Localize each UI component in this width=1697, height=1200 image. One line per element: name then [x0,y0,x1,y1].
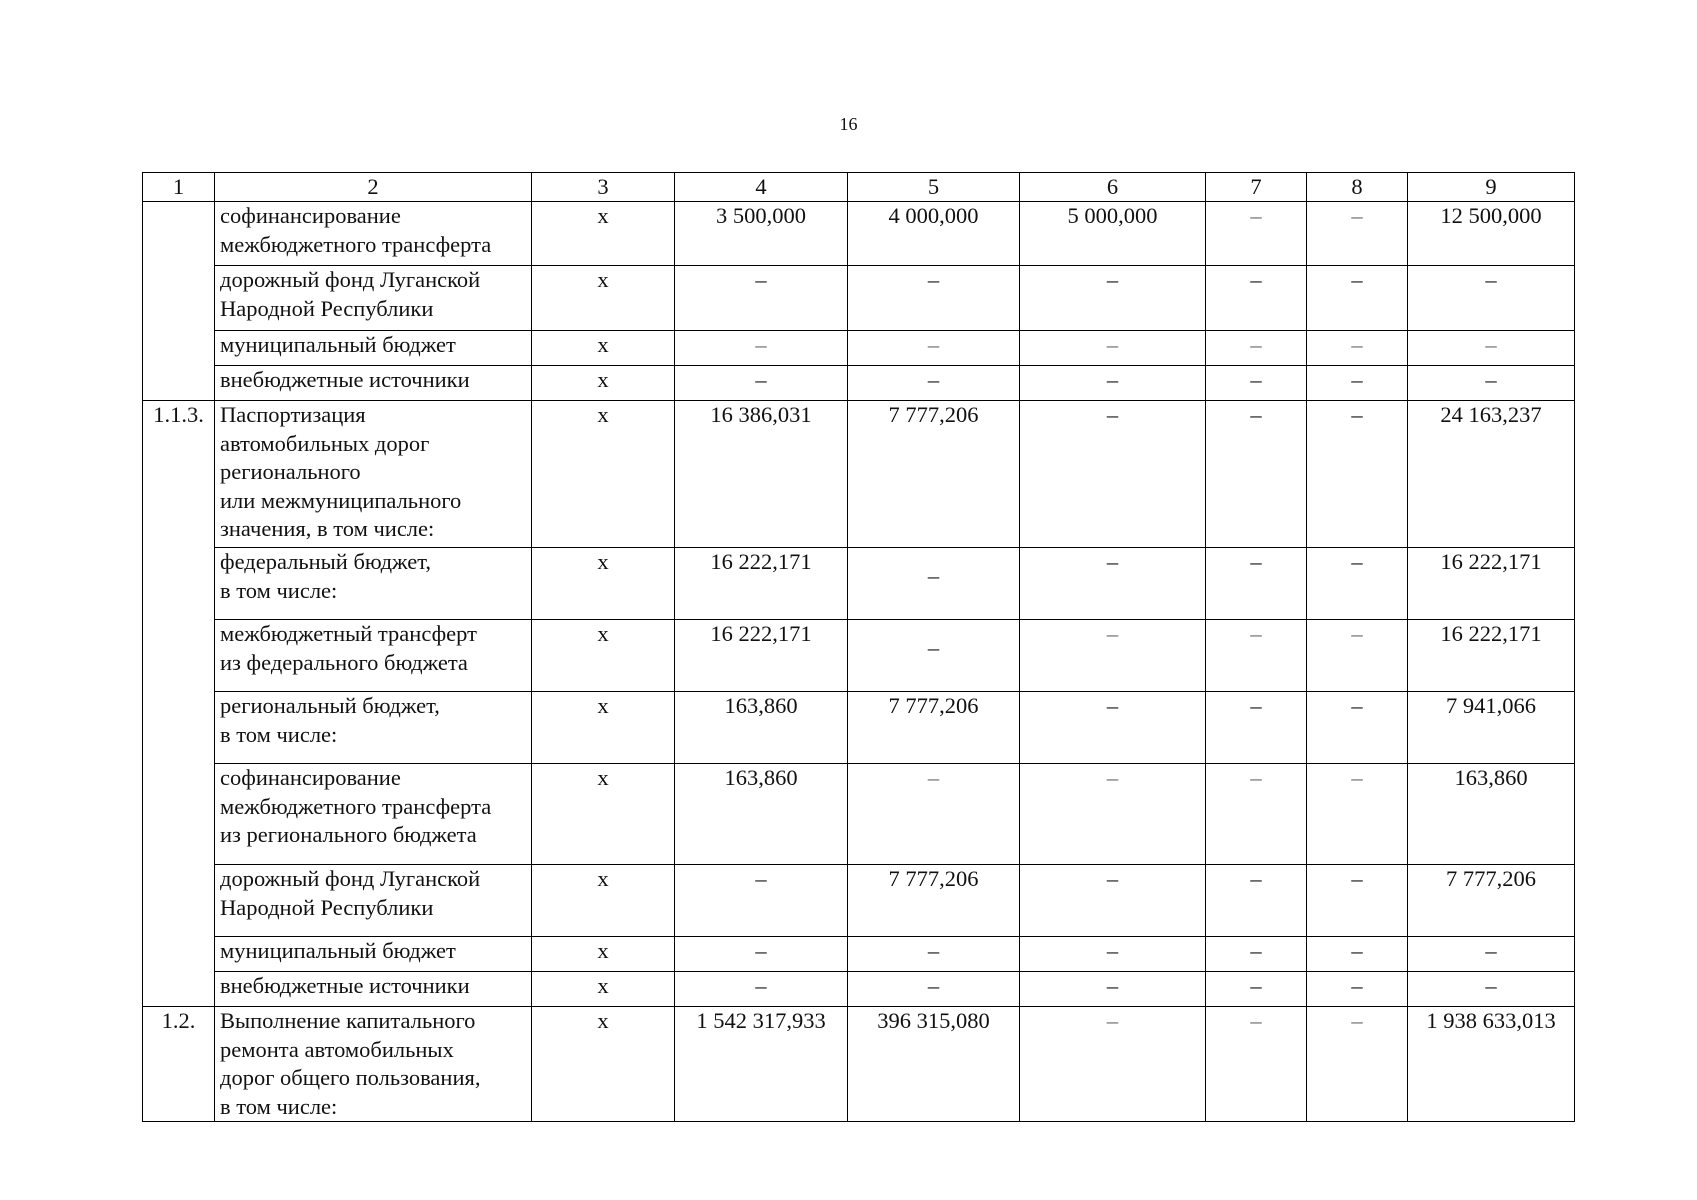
cell-value: – [1485,367,1497,392]
value-cell-col3 [532,692,675,764]
cell-value: 163,860 [724,765,798,790]
cell-value: – [927,635,940,660]
value-cell-col9 [1408,972,1575,1007]
value-cell-col9 [1408,548,1575,620]
value-cell-col5 [848,266,1020,331]
item-name-line: внебюджетные источники [220,973,470,998]
header-cell: 2 [215,173,532,202]
cell-value: – [1351,621,1363,646]
item-name-line: внебюджетные источники [220,367,470,392]
cell-value: – [1250,765,1262,790]
value-cell-col9 [1408,1007,1575,1122]
cell-value: – [755,367,767,392]
cell-value: – [927,563,940,588]
page-number: 16 [839,114,858,134]
value-cell-col3 [532,366,675,401]
value-cell-col5 [848,937,1020,972]
cell-value: – [1351,765,1363,790]
item-name-line: Народной Республики [220,295,434,321]
item-name-line: софинансирование [220,765,401,790]
item-name-line: дорожный фонд Луганской [220,267,481,292]
value-cell-col6 [1020,764,1206,865]
cell-value: – [1106,765,1119,790]
value-cell-col7 [1206,1007,1307,1122]
item-code-cell [143,202,215,401]
item-name-cell [215,620,532,692]
value-cell-col3 [532,266,675,331]
item-code-cell: 1.2. [143,1007,215,1122]
cell-value: – [1106,938,1119,963]
cell-value: – [1250,367,1262,392]
cell-value: – [1106,267,1119,292]
item-name-line: в том числе: [220,1093,338,1119]
value-cell-col9 [1408,764,1575,865]
value-cell-col8 [1307,366,1408,401]
item-name-line: в том числе: [220,721,338,747]
cell-value: 396 315,080 [877,1008,990,1033]
cell-value: – [1106,549,1119,574]
value-cell-col8 [1307,764,1408,865]
item-name-line: региональный бюджет, [220,693,440,718]
cell-value: – [1351,267,1363,292]
item-name-line: дорог общего пользования, [220,1065,481,1090]
cell-value: 1 542 317,933 [696,1008,826,1033]
value-cell-col8 [1307,401,1408,548]
value-cell-col3 [532,972,675,1007]
item-name-line: значения, в том числе: [220,516,435,541]
item-name-line: ремонта автомобильных [220,1036,454,1062]
budget-table [142,172,1575,1122]
value-cell-col8 [1307,331,1408,366]
cell-value: 16 222,171 [1440,621,1542,646]
cell-value: – [1250,1008,1262,1033]
header-cell: 4 [675,173,848,202]
cell-value: – [755,267,767,292]
cell-value: 7 777,206 [888,866,979,891]
value-cell-col8 [1307,865,1408,937]
cell-value: – [1106,866,1119,891]
cell-value: – [927,367,940,392]
cell-value: – [1106,367,1119,392]
value-cell-col3 [532,1007,675,1122]
cell-value: 16 386,031 [710,402,812,427]
value-cell-col7 [1206,266,1307,331]
cell-value: – [1351,549,1363,574]
value-cell-col3 [532,865,675,937]
cell-value: – [1250,402,1262,427]
table-row [143,1007,1575,1122]
item-name-line: муниципальный бюджет [220,332,456,357]
cell-value: – [1485,973,1497,998]
header-cell: 6 [1020,173,1206,202]
cell-value: х [597,973,609,998]
item-name-line: из регионального бюджета [220,822,477,847]
table-row [143,548,1575,620]
value-cell-col5 [848,366,1020,401]
cell-value: – [927,267,940,292]
value-cell-col8 [1307,692,1408,764]
cell-value: – [1106,693,1119,718]
cell-value: 1 938 633,013 [1426,1008,1556,1033]
value-cell-col3 [532,401,675,548]
value-cell-col6 [1020,692,1206,764]
cell-value: х [597,1008,609,1033]
value-cell-col8 [1307,548,1408,620]
cell-value: – [1106,621,1119,646]
cell-value: – [1106,1008,1119,1033]
value-cell-col9 [1408,331,1575,366]
cell-value: 16 222,171 [710,621,812,646]
cell-value: – [1351,332,1363,357]
cell-value: – [927,765,940,790]
value-cell-col6 [1020,865,1206,937]
cell-value: – [755,973,767,998]
cell-value: – [1351,367,1363,392]
value-cell-col3 [532,764,675,865]
value-cell-col4 [675,692,848,764]
cell-value: х [597,693,609,718]
header-cell: 9 [1408,173,1575,202]
cell-value: – [1250,549,1262,574]
value-cell-col5 [848,401,1020,548]
cell-value: – [1106,973,1119,998]
value-cell-col9 [1408,865,1575,937]
value-cell-col5 [848,972,1020,1007]
item-name-cell [215,972,532,1007]
item-name-line: регионального [220,459,361,484]
cell-value: 3 500,000 [716,203,806,228]
cell-value: – [1351,1008,1363,1033]
cell-value: – [1485,267,1497,292]
item-name-cell [215,401,532,548]
value-cell-col5 [848,620,1020,692]
item-code-cell: 1.1.3. [143,401,215,1007]
value-cell-col7 [1206,202,1307,266]
item-name-line: межбюджетного трансферта [220,231,492,257]
cell-value: 12 500,000 [1440,203,1542,228]
cell-value: – [1351,938,1363,963]
cell-value: 7 777,206 [1446,866,1536,891]
value-cell-col5 [848,692,1020,764]
header-cell: 8 [1307,173,1408,202]
item-name-cell [215,266,532,331]
cell-value: х [597,765,609,790]
value-cell-col9 [1408,937,1575,972]
cell-value: х [597,367,609,392]
item-name-cell [215,865,532,937]
value-cell-col4 [675,548,848,620]
value-cell-col6 [1020,401,1206,548]
value-cell-col6 [1020,331,1206,366]
item-name-cell [215,692,532,764]
cell-value: 5 000,000 [1067,203,1158,228]
cell-value: 4 000,000 [888,203,979,228]
value-cell-col4 [675,266,848,331]
value-cell-col5 [848,865,1020,937]
value-cell-col6 [1020,972,1206,1007]
value-cell-col8 [1307,620,1408,692]
cell-value: – [755,866,767,891]
table-row [143,266,1575,331]
cell-value: – [1351,402,1363,427]
header-cell: 1 [143,173,215,202]
value-cell-col4 [675,331,848,366]
value-cell-col7 [1206,972,1307,1007]
cell-value: х [597,402,609,427]
item-name-cell [215,764,532,865]
value-cell-col7 [1206,937,1307,972]
cell-value: 16 222,171 [1440,549,1542,574]
cell-value: х [597,621,609,646]
value-cell-col6 [1020,366,1206,401]
header-cell: 3 [532,173,675,202]
item-name-line: из федерального бюджета [220,649,468,675]
item-name-line: или межмуниципального [220,487,462,513]
value-cell-col7 [1206,865,1307,937]
value-cell-col7 [1206,764,1307,865]
value-cell-col4 [675,620,848,692]
item-name-line: федеральный бюджет, [220,549,432,574]
item-name-line: дорожный фонд Луганской [220,866,481,891]
item-name-cell [215,937,532,972]
cell-value: – [927,938,940,963]
value-cell-col6 [1020,266,1206,331]
cell-value: – [1250,267,1262,292]
cell-value: – [1250,693,1262,718]
cell-value: – [1250,938,1262,963]
cell-value: х [597,866,609,891]
cell-value: – [1106,402,1119,427]
value-cell-col4 [675,972,848,1007]
header-cell: 7 [1206,173,1307,202]
table-row [143,366,1575,401]
value-cell-col9 [1408,266,1575,331]
table-row [143,202,1575,266]
value-cell-col3 [532,548,675,620]
item-name-line: межбюджетный трансферт [220,621,477,646]
value-cell-col4 [675,865,848,937]
value-cell-col4 [675,202,848,266]
cell-value: 24 163,237 [1440,402,1542,427]
value-cell-col4 [675,1007,848,1122]
cell-value: – [1485,332,1497,357]
value-cell-col9 [1408,692,1575,764]
value-cell-col6 [1020,937,1206,972]
value-cell-col4 [675,937,848,972]
cell-value: – [1250,332,1262,357]
value-cell-col3 [532,620,675,692]
cell-value: х [597,267,609,292]
cell-value: х [597,938,609,963]
value-cell-col6 [1020,620,1206,692]
cell-value: х [597,332,609,357]
value-cell-col4 [675,366,848,401]
cell-value: – [1250,866,1262,891]
value-cell-col5 [848,764,1020,865]
header-row [143,173,1575,202]
value-cell-col3 [532,202,675,266]
item-name-cell [215,331,532,366]
cell-value: – [1250,621,1262,646]
item-name-line: межбюджетного трансферта [220,793,492,819]
item-name-cell [215,548,532,620]
cell-value: – [1250,203,1262,228]
cell-value: – [1106,332,1119,357]
value-cell-col9 [1408,401,1575,548]
value-cell-col7 [1206,331,1307,366]
cell-value: – [755,938,767,963]
item-name-line: Народной Республики [220,894,434,920]
cell-value: х [597,549,609,574]
item-name-cell [215,202,532,266]
value-cell-col9 [1408,620,1575,692]
cell-value: – [927,973,940,998]
table-row [143,865,1575,937]
cell-value: – [927,332,940,357]
cell-value: – [755,332,767,357]
cell-value: – [1351,693,1363,718]
value-cell-col9 [1408,202,1575,266]
value-cell-col7 [1206,548,1307,620]
item-name-cell [215,366,532,401]
cell-value: 7 777,206 [888,693,979,718]
value-cell-col8 [1307,937,1408,972]
value-cell-col5 [848,202,1020,266]
cell-value: х [597,203,609,228]
item-name-cell [215,1007,532,1122]
value-cell-col5 [848,548,1020,620]
item-name-line: муниципальный бюджет [220,938,456,963]
value-cell-col6 [1020,548,1206,620]
value-cell-col5 [848,331,1020,366]
cell-value: 16 222,171 [710,549,812,574]
table-row [143,692,1575,764]
item-name-line: Паспортизация [220,402,366,427]
value-cell-col8 [1307,1007,1408,1122]
table-row [143,620,1575,692]
cell-value: – [1351,866,1363,891]
value-cell-col4 [675,401,848,548]
value-cell-col8 [1307,972,1408,1007]
cell-value: – [1485,938,1497,963]
value-cell-col8 [1307,202,1408,266]
cell-value: 163,860 [724,693,798,718]
cell-value: 7 941,066 [1446,693,1536,718]
value-cell-col9 [1408,366,1575,401]
table-row [143,937,1575,972]
item-name-line: автомобильных дорог [220,430,430,456]
value-cell-col7 [1206,692,1307,764]
value-cell-col3 [532,937,675,972]
cell-value: – [1351,973,1363,998]
item-name-line: в том числе: [220,577,338,603]
header-cell: 5 [848,173,1020,202]
cell-value: – [1250,973,1262,998]
value-cell-col3 [532,331,675,366]
table-row [143,331,1575,366]
cell-value: 7 777,206 [888,402,979,427]
table-body [143,173,1575,1122]
value-cell-col7 [1206,366,1307,401]
value-cell-col7 [1206,401,1307,548]
table-row [143,401,1575,548]
table-row [143,764,1575,865]
value-cell-col4 [675,764,848,865]
cell-value: – [1351,203,1363,228]
cell-value: 163,860 [1454,765,1528,790]
item-name-line: софинансирование [220,203,401,228]
item-name-line: Выполнение капитального [220,1008,476,1033]
value-cell-col7 [1206,620,1307,692]
value-cell-col8 [1307,266,1408,331]
value-cell-col6 [1020,1007,1206,1122]
table-row [143,972,1575,1007]
value-cell-col5 [848,1007,1020,1122]
value-cell-col6 [1020,202,1206,266]
